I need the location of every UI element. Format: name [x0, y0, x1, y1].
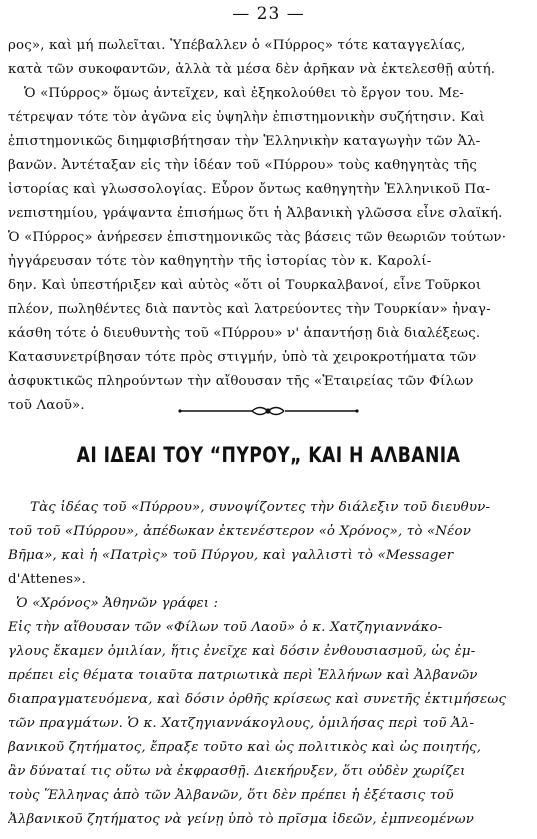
text-line: κατὰ τῶν συκοφαντῶν, ἀλλὰ τὰ μέσα δὲν ἀρῆκαν νὰ ἐκτελεσθῇ αὐτή. — [8, 62, 496, 77]
text-line: Ὁ «Χρόνος» Ἀθηνῶν γράφει : — [16, 596, 219, 611]
divider-ornament — [0, 401, 537, 421]
text-line: τῶν πραγμάτων. Ὁ κ. Χατζηγιαννάκογλους, ὁμιλήσας περὶ τοῦ Ἀλ- — [8, 716, 475, 731]
text-line: τοῦ τοῦ «Πύρρου», ἀπέδωκαν ἐκτενέστερον «ὁ Χρόνος», τὸ «Νέον — [8, 524, 471, 539]
text-line: Ὁ «Πύρρος» ἀνήρεσεν ἐπιστημονικῶς τὰς βάσεις τῶν θεωριῶν τούτων· — [8, 230, 507, 245]
text-line: πρέπει εἰς θέματα τοιαῦτα πατριωτικὰ περὶ Ἑλλήνων καὶ Ἀλβανῶν — [8, 668, 478, 683]
text-line: Ὁ «Πύρρος» ὅμως ἀντεῖχεν, καὶ ἐξηκολούθει τὸ ἔργον του. Με- — [24, 86, 464, 101]
upper-paragraphs — [8, 34, 526, 418]
text-line: ἱστορίας καὶ γλωσσολογίας. Εὗρον ὄντως καθηγητὴν Ἑλληνικοῦ Πα- — [8, 182, 491, 197]
text-line: ρος», καὶ μή πωλεῖται. Ὑπέβαλλεν ὁ «Πύρρος» τότε καταγγελίας, — [8, 38, 466, 53]
text-line: Βῆμα», καὶ ἡ «Πατρὶς» τοῦ Πύργου, καὶ γαλλιστὶ τὸ «Messager — [8, 548, 454, 563]
text-line: νεπιστημίου, γράψαντα ἐπισήμως ὅτι ἡ Ἀλβανικὴ γλῶσσα εἶνε σλαϊκή. — [8, 206, 503, 221]
text-line: δην. Καὶ ὑπεστήριξεν καὶ αὐτὸς «ὅτι οἱ Τουρκαλβανοί, εἶνε Τοῦρκοι — [8, 278, 482, 293]
text-line: βανῶν. Ἀντέταξαν εἰς τὴν ἰδέαν τοῦ «Πύρρου» τοὺς καθηγητὰς τῆς — [8, 158, 477, 173]
text-line: τοῦ Λαοῦ». — [8, 398, 85, 413]
text-line: τέτρεψαν τότε τὸν ἀγῶνα εἰς ὑψηλὴν ἐπιστημονικὴν συζήτησιν. Καὶ — [8, 110, 485, 125]
text-line: κάσθη τότε ὁ διευθυντὴς τοῦ «Πύρρου» ν' ἀπαντήσῃ διὰ διαλέξεως. — [8, 326, 481, 341]
text-line: τοὺς Ἕλληνας ἀπὸ τῶν Ἀλβανῶν, ὅτι δὲν πρέπει ἡ ἐξέτασις τοῦ — [8, 788, 454, 803]
text-line: ἂν δύναταί τις οὕτω νὰ ἐκφρασθῇ. Διεκήρυξεν, ὅτι οὐδὲν χωρίζει — [8, 764, 466, 779]
section-heading: ΑΙ ΙΔΕΑΙ ΤΟΥ “ΠΥΡΟΥ„ ΚΑΙ Η ΑΛΒΑΝΙΑ — [76, 443, 461, 467]
text-line: ἠγγάρευσαν τότε τὸν καθηγητὴν τῆς ἱστορίας τὸν κ. Καρολί- — [8, 254, 432, 269]
text-line: ἐπιστημονικῶς διημφισβήτησαν τὴν Ἑλληνικὴν καταγωγὴν τῶν Ἀλ- — [8, 134, 481, 149]
text-line: βανικοῦ ζητήματος, ἔπραξε τοῦτο καὶ ὡς πολιτικὸς καὶ ὡς ποιητής, — [8, 740, 482, 755]
lower-paragraphs — [8, 496, 526, 832]
text-line: Εἰς τὴν αἴθουσαν τῶν «Φίλων τοῦ Λαοῦ» ὁ κ. Χατζηγιαννάκο- — [8, 620, 443, 635]
page-number: — 23 — — [232, 4, 305, 24]
text-line: πλέον, πωληθέντες διὰ παντὸς καὶ λατρεύοντες τὴν Τουρκίαν» ἠναγ- — [8, 302, 491, 317]
text-line: Κατασυνετρίβησαν τότε πρὸς στιγμήν, ὑπὸ τὰ χειροκροτήματα τῶν — [8, 350, 477, 365]
text-line: διαπραγματευόμενα, καὶ δόσιν ὀρθῆς κρίσεως καὶ συνετῆς ἐκτιμήσεως — [8, 692, 507, 707]
text-line: Ἀλβανικοῦ ζητήματος νὰ γείνῃ ὑπὸ τὸ πρῖσμα ἰδεῶν, ἐμπνεομένων — [8, 812, 474, 827]
text-line: d'Attenes». — [8, 572, 86, 587]
text-line: ἀσφυκτικῶς πληρούντων τὴν αἴθουσαν τῆς «Ἑταιρείας τῶν Φίλων — [8, 374, 474, 389]
text-line: Τὰς ἰδέας τοῦ «Πύρρου», συνοψίζοντες τὴν διάλεξιν τοῦ διευθυν- — [30, 500, 491, 515]
text-line: γλους ἔκαμεν ὁμιλίαν, ἥτις ἐνεῖχε καὶ δόσιν ἐνθουσιασμοῦ, ὡς ἐμ- — [8, 644, 476, 659]
